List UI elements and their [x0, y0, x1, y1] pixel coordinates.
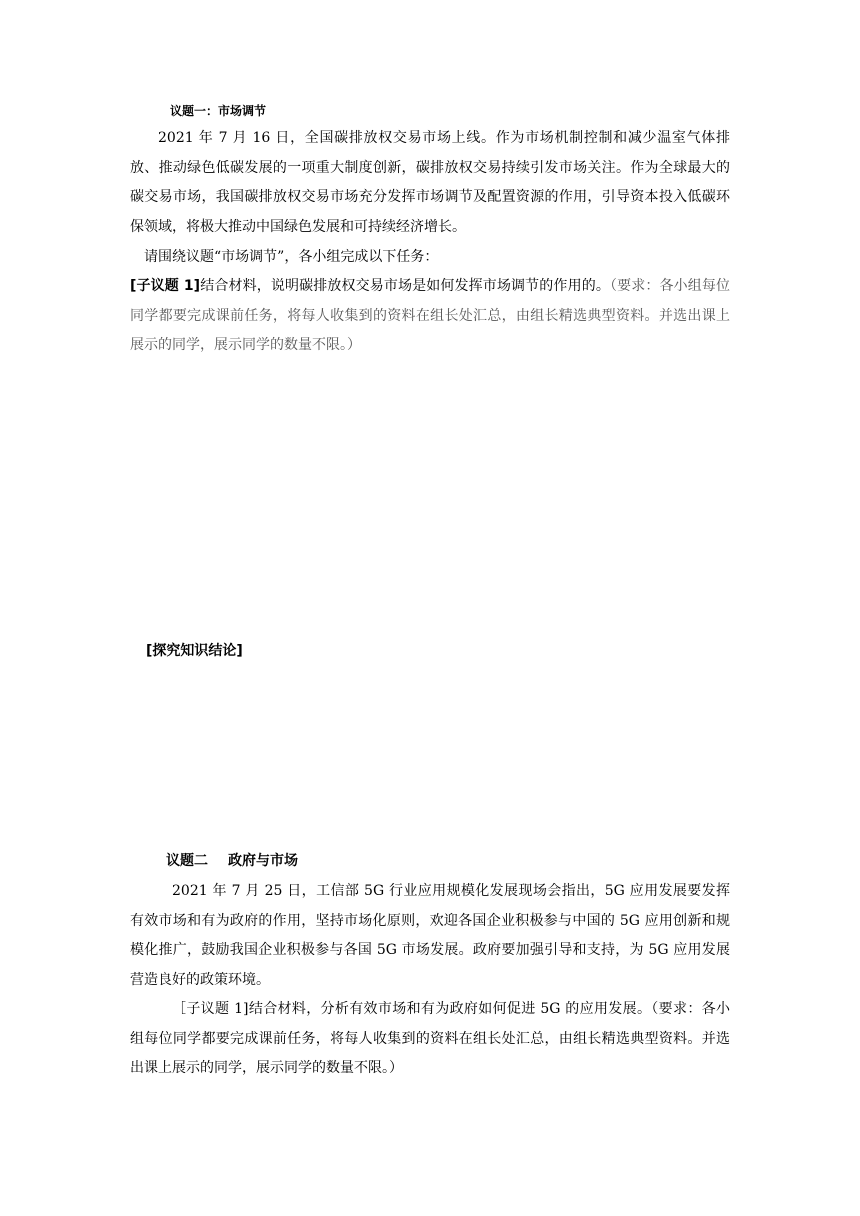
topic1-requirement: （要求：各小组每位同学都要完成课前任务，将每人收集到的资料在组长处汇总，由组长精选典型资料。并选出课上展示的同学，展示同学的数量不限。）	[130, 278, 730, 353]
topic1-subtopic-text: 结合材料，说明碳排放权交易市场是如何发挥市场调节的作用的。	[200, 278, 610, 294]
topic2-subtopic-text: 结合材料，分析有效市场和有为政府如何促进 5G 的应用发展。（要求：各小组每位同学都要完成课前任务，将每人收集到的资料在组长处汇总，由组长精选典型资料。并选出课上展示的同学，展示同学的数量不限。）	[130, 1001, 730, 1076]
topic1-instruction: 请围绕议题“市场调节”，各小组完成以下任务：	[144, 249, 439, 265]
topic2-subtopic-label: ［子议题 1]	[172, 1001, 249, 1017]
topic2-subtopic	[130, 995, 730, 1084]
topic2-heading	[166, 850, 298, 870]
topic1-subtopic-label: [子议题 1]	[130, 278, 201, 294]
topic2-heading-number: 议题二	[166, 853, 208, 869]
topic2-paragraph: 2021 年 7 月 25 日，工信部 5G 行业应用规模化发展现场会指出，5G 应用发展要发挥有效市场和有为政府的作用，坚持市场化原则，欢迎各国企业积极参与中国的 5G 应用创新和规模化推广，鼓励我国企业积极参与各国 5G 市场发展。政府要加强引导和支持，为 5G 应用发展营造良好的政策环境。	[130, 883, 730, 988]
topic1-paragraph: 2021 年 7 月 16 日，全国碳排放权交易市场上线。作为市场机制控制和减少温室气体排放、推动绿色低碳发展的一项重大制度创新，碳排放权交易持续引发市场关注。作为全球最大的碳交易市场，我国碳排放权交易市场充分发挥市场调节及配置资源的作用，引导资本投入低碳环保领域，将极大推动中国绿色发展和可持续经济增长。	[130, 130, 730, 235]
topic1-heading: 议题一：市场调节	[170, 104, 267, 118]
topic1-subtopic	[130, 272, 730, 361]
conclusion-label: [探究知识结论]	[146, 643, 243, 659]
topic2-heading-title: 政府与市场	[228, 853, 298, 869]
